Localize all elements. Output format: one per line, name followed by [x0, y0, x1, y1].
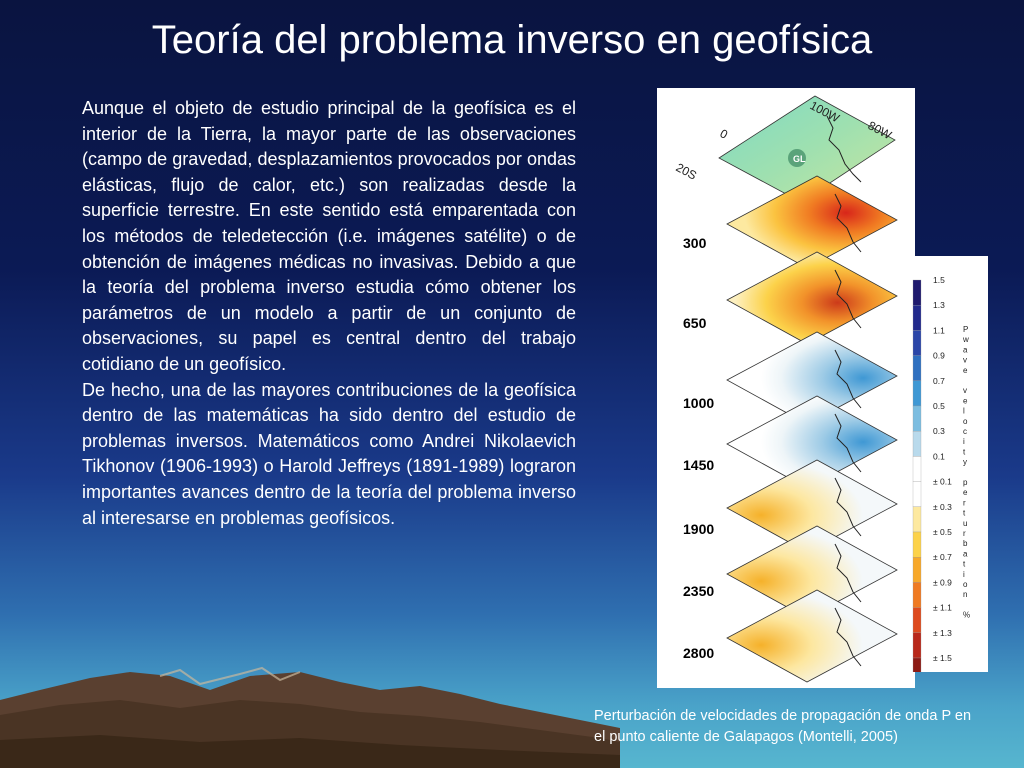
gl-label: GL: [793, 154, 806, 164]
scale-title-char: o: [963, 580, 968, 589]
scale-title-char: y: [963, 457, 967, 467]
scale-swatch: [913, 356, 921, 381]
depth-label-1450: 1450: [683, 457, 715, 473]
scale-title-char: P: [963, 325, 969, 334]
coord-label-20s: 20S: [673, 160, 700, 183]
scale-title-char: t: [963, 447, 966, 457]
scale-title-char: %: [963, 610, 971, 620]
scale-swatch: [913, 280, 921, 305]
coord-label-100w: 100W: [807, 98, 842, 126]
scale-tick-label: 0.1: [933, 451, 945, 462]
scale-title-char: b: [963, 539, 968, 549]
scale-title-char: n: [963, 590, 968, 600]
scale-swatch: [913, 633, 921, 658]
coord-label-80w: 80W: [865, 118, 894, 143]
color-scale: [907, 256, 988, 672]
scale-title-char: p: [963, 478, 968, 487]
depth-label-2350: 2350: [683, 583, 715, 599]
slide-body: [82, 96, 576, 531]
surface-map-layer: [674, 96, 895, 202]
scale-swatch: [913, 431, 921, 456]
paragraph-2: De hecho, una de las mayores contribuciones de la geofísica dentro de las matemáticas ha sido dentro del estudio de problemas inversos. Matemáticos como Andrei Nikolaevich Tikhonov (1906-1993) o Harold Jeffreys (1891-1989) lograron importantes avances dentro de la teoría del problema inverso al interesarse en problemas geofísicos.: [82, 379, 576, 528]
scale-swatch: [913, 532, 921, 557]
scale-tick-label: ± 0.9: [933, 577, 952, 588]
depth-label-650: 650: [683, 315, 707, 331]
scale-tick-label: ± 1.1: [933, 602, 952, 613]
scale-title-char: i: [963, 569, 965, 579]
scale-title-char: e: [963, 488, 968, 498]
depth-label-2800: 2800: [683, 645, 715, 661]
depth-label-1900: 1900: [683, 521, 715, 537]
scale-title-char: l: [963, 406, 965, 416]
scale-swatch: [913, 330, 921, 355]
scale-swatch: [913, 557, 921, 582]
scale-title-char: i: [963, 437, 965, 447]
scale-title-char: a: [963, 345, 968, 355]
scale-tick-label: 1.5: [933, 275, 945, 285]
depth-layer-650: [683, 252, 897, 344]
scale-tick-label: 0.7: [933, 375, 945, 386]
depth-label-1000: 1000: [683, 395, 715, 411]
scale-tick-label: ± 1.3: [933, 627, 952, 638]
scale-tick-label: 0.3: [933, 426, 945, 437]
color-scale-graphic: [907, 256, 988, 672]
scale-title-char: v: [963, 386, 967, 396]
scale-swatch: [913, 658, 921, 672]
scale-swatch: [913, 482, 921, 507]
scale-tick-label: ± 1.5: [933, 653, 952, 663]
scale-tick-label: 1.3: [933, 300, 945, 311]
slide-title: Teoría del problema inverso en geofísica: [151, 18, 873, 62]
scale-swatch: [913, 305, 921, 330]
scale-tick-label: ± 0.1: [933, 476, 952, 487]
scale-title-char: a: [963, 549, 968, 559]
scale-title-char: t: [963, 559, 966, 569]
scale-tick-label: ± 0.5: [933, 527, 952, 537]
scale-swatch: [913, 507, 921, 532]
scale-title-char: e: [963, 365, 968, 375]
scale-tick-label: ± 0.3: [933, 501, 952, 512]
scale-title-char: u: [963, 518, 968, 528]
depth-label-300: 300: [683, 235, 707, 251]
scale-tick-label: 0.9: [933, 350, 945, 361]
scale-title-char: o: [963, 416, 968, 426]
figure-caption: Perturbación de velocidades de propagación de onda P en el punto caliente de Galapagos (Montelli, 2005): [594, 708, 972, 745]
scale-swatch: [913, 381, 921, 406]
scale-swatch: [913, 608, 921, 633]
tomography-layers: [657, 88, 915, 688]
scale-tick-label: 1.1: [933, 325, 945, 336]
scale-title-char: r: [963, 498, 966, 508]
coord-label-0: 0: [717, 126, 731, 142]
scale-swatch: [913, 582, 921, 607]
scale-title-char: t: [963, 508, 966, 518]
scale-title-char: w: [963, 335, 969, 345]
scale-swatch: [913, 406, 921, 431]
scale-title-char: e: [963, 396, 968, 406]
scale-title-char: r: [963, 529, 966, 538]
scale-swatch: [913, 456, 921, 481]
tomography-figure: [657, 88, 915, 688]
scale-title-char: c: [963, 427, 967, 436]
scale-tick-label: ± 0.7: [933, 552, 952, 563]
scale-title-char: v: [963, 355, 967, 365]
scale-tick-label: 0.5: [933, 401, 945, 411]
paragraph-1: Aunque el objeto de estudio principal de la geofísica es el interior de la Tierra, la mayor parte de las observaciones (campo de gravedad, desplazamientos provocados por ondas elásticas, flujo de calor, etc.) son realizadas desde la superficie terrestre. En este sentido está emparentada con los métodos de teledetección (i.e. imágenes satélite) o de obtención de imágenes médicas no invasivas. Debido a que la teoría del problema inverso estudia cómo obtener los parámetros de un modelo a partir de un conjunto de observaciones, su papel es central dentro del trabajo cotidiano de un geofísico.: [82, 98, 576, 374]
